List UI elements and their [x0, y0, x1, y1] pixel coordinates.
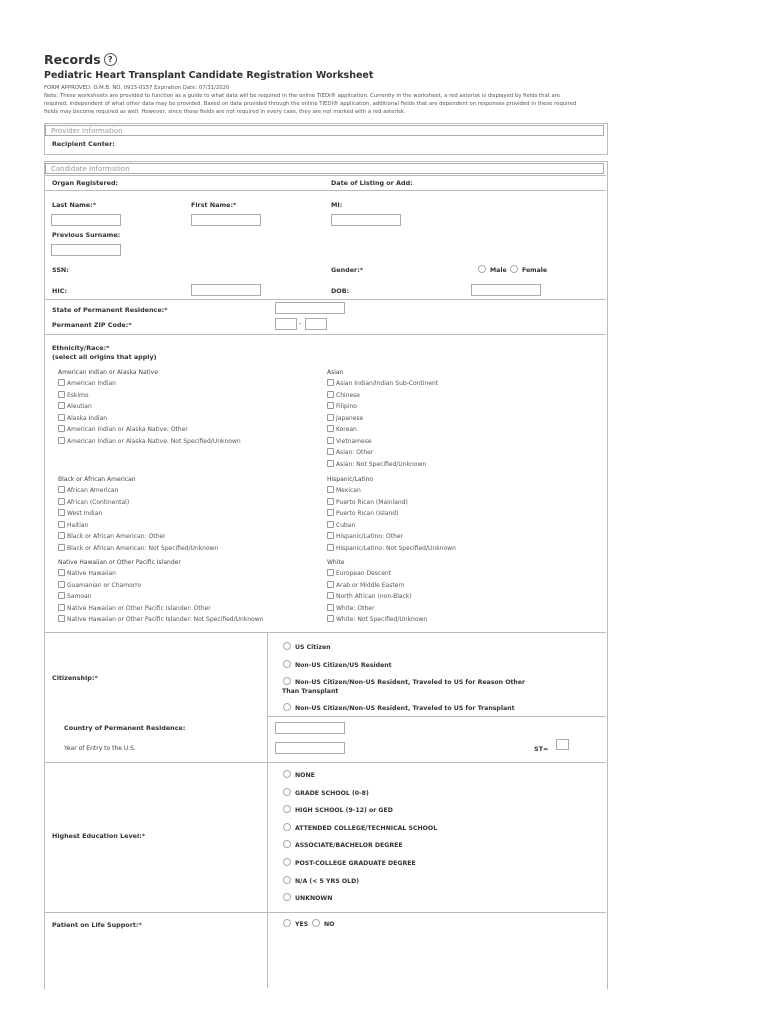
checkbox-label: North African (non-Black) [336, 593, 412, 600]
education-option-label: ATTENDED COLLEGE/TECHNICAL SCHOOL [295, 824, 438, 832]
candidate-heading: Candidate Information [45, 163, 604, 174]
first-name-input[interactable] [191, 214, 261, 226]
ethnicity-checkbox-item[interactable] [58, 544, 218, 556]
checkbox[interactable] [327, 509, 334, 516]
checkbox[interactable] [327, 544, 334, 551]
ethnicity-checkbox-item[interactable] [327, 498, 456, 510]
checkbox-label: American Indian [67, 380, 116, 387]
ethnicity-checkbox-item[interactable] [327, 581, 427, 593]
checkbox[interactable] [58, 425, 65, 432]
checkbox-label: American Indian or Alaska Native: Other [67, 426, 188, 433]
ethnicity-checkbox-item[interactable] [58, 425, 241, 437]
date-of-listing-label: Date of Listing or Add: [331, 179, 413, 187]
citizenship-option-cont: Than Transplant [282, 688, 339, 695]
mi-label: MI: [331, 201, 343, 209]
gender-label: Gender:* [331, 266, 364, 274]
checkbox[interactable] [327, 437, 334, 444]
checkbox[interactable] [327, 569, 334, 576]
ethnicity-group-heading: Asian [327, 369, 344, 376]
ethnicity-checkbox-item[interactable] [58, 521, 218, 533]
ethnicity-checkbox-item[interactable] [327, 509, 456, 521]
ethnicity-checkbox-item[interactable] [327, 425, 438, 437]
checkbox[interactable] [327, 521, 334, 528]
citizenship-radio[interactable] [283, 642, 291, 650]
year-entry-input[interactable] [275, 742, 345, 754]
education-option-label: UNKNOWN [295, 895, 333, 903]
education-radio[interactable] [283, 858, 291, 866]
checkbox-label: Arab or Middle Eastern [336, 581, 405, 589]
ethnicity-checkbox-item[interactable] [58, 581, 263, 593]
education-option[interactable] [283, 840, 437, 858]
citizenship-option[interactable]: Non-US Citizen/Non-US Resident, Traveled to US for Transplant [283, 703, 515, 712]
dob-input[interactable] [471, 284, 541, 296]
ethnicity-checkbox-item[interactable] [58, 498, 218, 510]
education-option[interactable] [283, 805, 437, 823]
checkbox-label: Aleutian [67, 403, 92, 410]
checkbox-label: Eskimo [67, 391, 89, 399]
ethnicity-group-heading: Native Hawaiian or Other Pacific Islander [58, 559, 181, 566]
checkbox-label: Guamanian or Chamorro [67, 581, 142, 589]
education-option[interactable] [283, 770, 437, 788]
last-name-label: Last Name:* [52, 201, 97, 209]
checkbox-label: Asian Indian/Indian Sub-Continent [336, 380, 439, 387]
checkbox-label: Puerto Rican (Island) [336, 510, 399, 517]
zip-label: Permanent ZIP Code:* [52, 321, 132, 329]
ethnicity-group [327, 559, 427, 627]
checkbox-label: Haitian [67, 521, 89, 529]
checkbox-label: Asian: Other [336, 449, 374, 456]
organ-registered-label: Organ Registered: [52, 179, 119, 187]
education-option[interactable] [283, 876, 437, 894]
checkbox-label: Japanese [336, 414, 364, 422]
ethnicity-checkbox-item[interactable] [58, 509, 218, 521]
ethnicity-checkbox-item[interactable] [58, 391, 241, 403]
provider-heading: Provider Information [45, 125, 604, 136]
education-radio[interactable] [283, 805, 291, 813]
ethnicity-checkbox-item[interactable] [327, 615, 427, 627]
ethnicity-label: Ethnicity/Race:* [52, 344, 110, 352]
checkbox-label: Vietnamese [336, 437, 372, 445]
education-option[interactable] [283, 788, 437, 806]
ethnicity-group [58, 559, 263, 627]
help-icon[interactable]: ? [104, 53, 117, 66]
ethnicity-checkbox-item[interactable] [327, 379, 438, 391]
checkbox-label: American Indian or Alaska Native: Not Specified/Unknown [67, 437, 241, 445]
checkbox[interactable] [327, 402, 334, 409]
checkbox[interactable] [58, 414, 65, 421]
ethnicity-checkbox-item[interactable] [327, 521, 456, 533]
ethnicity-checkbox-item[interactable] [327, 544, 456, 556]
ethnicity-checkbox-item[interactable] [327, 391, 438, 403]
education-option[interactable] [283, 858, 437, 876]
ethnicity-group-heading: Hispanic/Latino [327, 476, 374, 483]
checkbox-label: West Indian [67, 510, 103, 517]
ssn-label: SSN: [52, 266, 69, 274]
education-radio[interactable] [283, 823, 291, 831]
checkbox[interactable] [58, 379, 65, 386]
ethnicity-checkbox-item[interactable] [327, 448, 438, 460]
checkbox[interactable] [327, 425, 334, 432]
checkbox-label: Filipino [336, 403, 357, 410]
education-radio[interactable] [283, 788, 291, 796]
country-residence-input[interactable] [275, 722, 345, 734]
education-radio[interactable] [283, 840, 291, 848]
note-line-1: Note: These worksheets are provided to function as a guide to what data will be required in the online TIEDI® application. Currently in the worksheet, a red asterisk is displayed by fields that are [44, 93, 561, 99]
form-approved: FORM APPROVED: O.M.B. NO. 0915-0157 Expiration Date: 07/31/2020 [44, 85, 230, 91]
citizenship-option[interactable]: Non-US Citizen/US Resident [283, 660, 392, 669]
gender-male-option[interactable]: Male [478, 265, 507, 274]
checkbox[interactable] [58, 521, 65, 528]
education-option-label: ASSOCIATE/BACHELOR DEGREE [295, 842, 403, 850]
last-name-input[interactable] [51, 214, 121, 226]
ethnicity-checkbox-item[interactable] [327, 569, 427, 581]
ethnicity-group-heading: American Indian or Alaska Native [58, 369, 158, 376]
checkbox[interactable] [58, 437, 65, 444]
ethnicity-checkbox-item[interactable] [58, 604, 263, 616]
ethnicity-checkbox-item[interactable] [327, 460, 438, 472]
checkbox-label: White: Not Specified/Unknown [336, 616, 428, 623]
checkbox[interactable] [58, 509, 65, 516]
checkbox-label: Puerto Rican (Mainland) [336, 498, 408, 506]
checkbox[interactable] [58, 581, 65, 588]
no-radio[interactable] [312, 919, 320, 927]
checkbox-label: African (Continental) [67, 498, 130, 506]
ethnicity-group [327, 476, 456, 555]
ethnicity-checkbox-item[interactable] [58, 402, 241, 414]
checkbox[interactable] [58, 615, 65, 622]
checkbox[interactable] [327, 532, 334, 539]
gender-female-option[interactable]: Female [510, 265, 547, 274]
checkbox-label: Hispanic/Latino: Not Specified/Unknown [336, 544, 456, 552]
state-residence-label: State of Permanent Residence:* [52, 306, 168, 314]
life-support-yes[interactable]: YES [283, 919, 308, 928]
checkbox-label: Native Hawaiian [67, 570, 116, 577]
checkbox-label: Black or African American: Other [67, 533, 166, 540]
checkbox[interactable] [58, 391, 65, 398]
note-line-3: fields may become required as well. However, since those fields are not required in every case, they are not marked with a red asterisk. [44, 109, 406, 115]
education-radio[interactable] [283, 770, 291, 778]
education-option-label: NONE [295, 772, 315, 779]
checkbox-label: Hispanic/Latino: Other [336, 533, 404, 540]
citizenship-option[interactable]: Non-US Citizen/Non-US Resident, Traveled to US for Reason Other [283, 677, 525, 686]
checkbox-label: Cuban [336, 521, 356, 529]
life-support-no[interactable]: NO [312, 919, 334, 928]
checkbox-label: Alaska Indian [67, 414, 108, 422]
st-input[interactable] [556, 739, 569, 750]
checkbox[interactable] [327, 460, 334, 467]
yes-radio[interactable] [283, 919, 291, 927]
life-support-label: Patient on Life Support:* [52, 921, 142, 929]
ethnicity-group-heading: Black or African American [58, 476, 136, 483]
ethnicity-checkbox-item[interactable] [58, 532, 218, 544]
hic-input[interactable] [191, 284, 261, 296]
note-line-2: required, independent of what other data may be provided. Based on data provided through the online TIEDI® application, additional fields that are dependent on responses provided in these required [44, 101, 577, 107]
zip-ext-input[interactable] [305, 318, 327, 330]
checkbox[interactable] [58, 498, 65, 505]
page-title: Records ? [44, 52, 117, 67]
education-option-label: N/A (< 5 YRS OLD) [295, 877, 360, 885]
education-option-label: HIGH SCHOOL (9-12) or GED [295, 807, 393, 815]
ethnicity-checkbox-item[interactable] [58, 569, 263, 581]
checkbox[interactable] [327, 448, 334, 455]
ethnicity-checkbox-item[interactable] [327, 414, 438, 426]
checkbox[interactable] [327, 581, 334, 588]
ethnicity-group [327, 369, 438, 471]
ethnicity-checkbox-item[interactable] [327, 486, 456, 498]
checkbox[interactable] [327, 615, 334, 622]
checkbox-label: Black or African American: Not Specified/Unknown [67, 544, 219, 552]
ethnicity-checkbox-item[interactable] [58, 615, 263, 627]
citizenship-label: Citizenship:* [52, 674, 98, 682]
checkbox[interactable] [327, 414, 334, 421]
male-radio[interactable] [478, 265, 486, 273]
checkbox[interactable] [58, 569, 65, 576]
ethnicity-checkbox-item[interactable] [327, 592, 427, 604]
education-radio[interactable] [283, 876, 291, 884]
recipient-center-label: Recipient Center: [52, 140, 115, 148]
checkbox[interactable] [327, 498, 334, 505]
hic-label: HIC: [52, 287, 67, 295]
zip-input[interactable] [275, 318, 297, 330]
checkbox-label: Samoan [67, 593, 92, 600]
checkbox-label: White: Other [336, 604, 375, 612]
ethnicity-checkbox-item[interactable] [327, 532, 456, 544]
female-radio[interactable] [510, 265, 518, 273]
education-options [283, 770, 437, 911]
checkbox[interactable] [327, 486, 334, 493]
ethnicity-checkbox-item[interactable] [327, 402, 438, 414]
zip-separator: - [299, 320, 302, 327]
citizenship-option[interactable]: US Citizen [283, 642, 331, 651]
citizenship-radio[interactable] [283, 677, 291, 685]
country-residence-label: Country of Permanent Residence: [64, 724, 186, 732]
checkbox-label: Korean [336, 426, 357, 433]
ethnicity-checkbox-item[interactable] [58, 486, 218, 498]
checkbox[interactable] [327, 592, 334, 599]
ethnicity-group [58, 476, 218, 555]
checkbox[interactable] [327, 391, 334, 398]
first-name-label: First Name:* [191, 201, 237, 209]
ethnicity-group-heading: White [327, 559, 345, 566]
checkbox[interactable] [58, 402, 65, 409]
checkbox[interactable] [58, 486, 65, 493]
mi-input[interactable] [331, 214, 401, 226]
ethnicity-checkbox-item[interactable] [327, 604, 427, 616]
checkbox-label: Native Hawaiian or Other Pacific Islander: Not Specified/Unknown [67, 616, 264, 623]
citizenship-radio[interactable] [283, 660, 291, 668]
st-label: ST= [534, 745, 549, 753]
checkbox[interactable] [58, 544, 65, 551]
year-entry-label: Year of Entry to the U.S. [64, 745, 136, 752]
education-option[interactable] [283, 893, 437, 911]
checkbox[interactable] [327, 604, 334, 611]
checkbox[interactable] [327, 379, 334, 386]
education-label: Highest Education Level:* [52, 832, 146, 840]
checkbox-label: Chinese [336, 391, 360, 399]
ethnicity-sublabel: (select all origins that apply) [52, 353, 157, 361]
ethnicity-checkbox-item[interactable] [58, 379, 241, 391]
ethnicity-checkbox-item[interactable] [58, 592, 263, 604]
dob-label: DOB: [331, 287, 350, 295]
previous-surname-label: Previous Surname: [52, 231, 121, 239]
checkbox-label: African American [67, 487, 119, 494]
education-option-label: POST-COLLEGE GRADUATE DEGREE [295, 859, 416, 867]
state-residence-input[interactable] [275, 302, 345, 314]
checkbox-label: Native Hawaiian or Other Pacific Islander: Other [67, 604, 211, 612]
worksheet-title: Pediatric Heart Transplant Candidate Registration Worksheet [44, 70, 374, 81]
checkbox-label: Asian: Not Specified/Unknown [336, 460, 427, 468]
education-option-label: GRADE SCHOOL (0-8) [295, 789, 369, 797]
education-option[interactable] [283, 823, 437, 841]
checkbox[interactable] [58, 592, 65, 599]
ethnicity-checkbox-item[interactable] [58, 437, 241, 449]
ethnicity-checkbox-item[interactable] [58, 414, 241, 426]
ethnicity-group [58, 369, 241, 448]
checkbox-label: European Descent [336, 570, 392, 577]
checkbox[interactable] [58, 532, 65, 539]
citizenship-radio[interactable] [283, 703, 291, 711]
ethnicity-checkbox-item[interactable] [327, 437, 438, 449]
previous-surname-input[interactable] [51, 244, 121, 256]
education-radio[interactable] [283, 893, 291, 901]
checkbox[interactable] [58, 604, 65, 611]
checkbox-label: Mexican [336, 487, 361, 494]
